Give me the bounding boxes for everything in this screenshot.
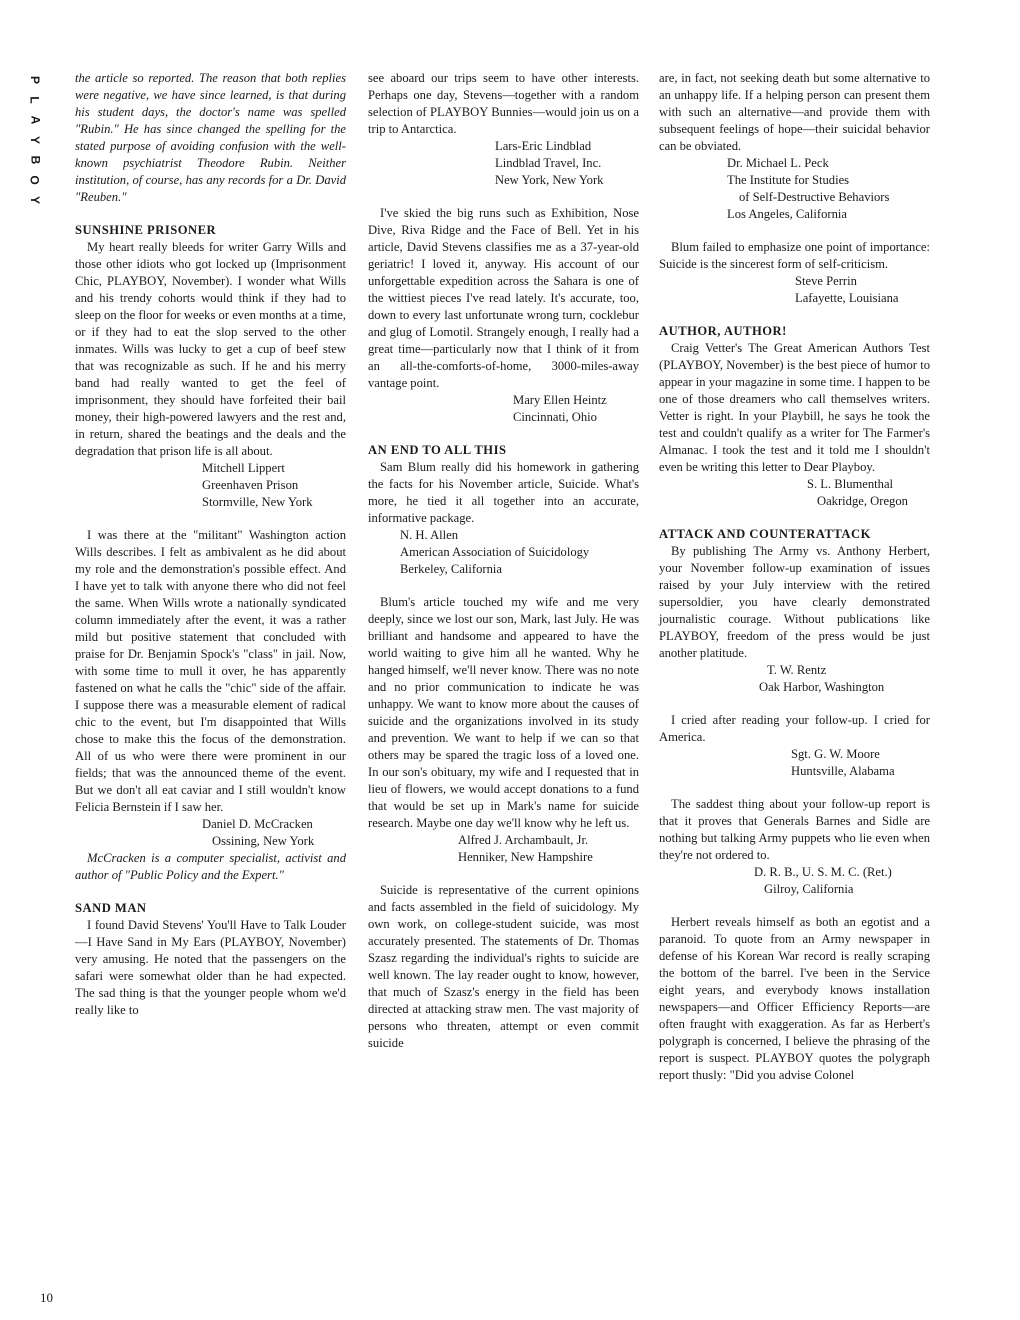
letter-body: Craig Vetter's The Great American Authors Test (PLAYBOY, November) is the best piece of humor to appear in your magazine in some time. I happen to be one of those dreamers who call themselves writers. Vetter is right. In your Playbill, he says he took the test and couldn't qualify as a writer for The Farmer's Almanac. I took the test and it told me I shouldn't even be writing this letter to Dear Playboy.: [659, 341, 930, 474]
letter-body: I was there at the "militant" Washington action Wills describes. I felt as ambivalent as he did about my role and the demonstration's possible effect. And I have yet to talk with anyone there who did not feel the same. When Wills wrote a nationally syndicated column immediately after the event, it was a rather mild but positive statement that concluded with praise for Dr. Benjamin Spock's "class" in jail. Now, with some time to mull it over, he has apparently fastened on what he calls the "chic" side of the affair. I suppose there was a measurable element of radical chic to the event, but I'm disappointed that Wills chose to make this the focus of the demonstration. All of us who were there were prominent in our fields; that was the announced theme of the event. But we don't all eat caviar and I still wouldn't know Felicia Bernstein if I saw her.: [75, 528, 346, 814]
letter-body: Blum failed to emphasize one point of importance: Suicide is the sincerest form of self-criticism.: [659, 240, 930, 271]
spine-letter: Y: [27, 195, 42, 205]
spine-letter: B: [27, 155, 42, 165]
page-number: 10: [40, 1290, 53, 1305]
section-heading: AN END TO ALL THIS: [368, 443, 507, 457]
letter-body: By publishing The Army vs. Anthony Herbert, your November follow-up examination of issues raised by your July interview with the retired supersoldier, you have clearly demonstrated journalistic courage. Without publications like PLAYBOY, freedom of the press would be just another platitude.: [659, 544, 930, 660]
spine-letter: O: [28, 175, 42, 185]
letter-body: Blum's article touched my wife and me very deeply, since we lost our son, Mark, last July. He was brilliant and handsome and appeared to have the world waiting to give him all he wanted. Why he hanged himself, we'll never know. There was no note and no prior communication to indicate he was unhappy. We want to know more about the causes of suicide and the organizations involved in its study and prevention. We want to help if we can so that others may be spared the tragic loss of a loved one. In our son's obituary, my wife and I requested that in lieu of flowers, we would accept donations to a fund that would be set up in Mark's name for suicide research. Maybe one day we'll know why he left us.: [368, 595, 639, 830]
spine-letter: A: [27, 115, 42, 125]
letter-body: My heart really bleeds for writer Garry Wills and those other idiots who got locked up (Imprisonment Chic, PLAYBOY, November). I wonder what Wills and his trendy cohorts would think if they had to sleep on the floor for weeks or even months at a time, or if they had to eat the slop served to the other inmates. Wills was lucky to get a cup of beef stew that was recognizable as such. If he and his merry band had really wanted to get the feel of imprisonment, they should have forfeited their bail money, their high-powered lawyers and the rest and, in return, shared the beatings and the deals and the degradation that prison life is all about.: [75, 240, 346, 458]
editor-note: McCracken is a computer specialist, activist and author of "Public Policy and the Expert.": [75, 851, 346, 882]
letter-signature: T. W. Rentz Oak Harbor, Washington: [759, 663, 885, 694]
editor-note: the article so reported. The reason that both replies were negative, we have since learned, is that during his student days, the doctor's name was spelled "Rubin." He has since changed the spelling for the stated purpose of avoiding confusion with the well-known psychiatrist Theodore Rubin. Neither institution, of course, has any records for a Dr. David "Reuben.": [75, 71, 346, 204]
letter-signature: Sgt. G. W. Moore Huntsville, Alabama: [791, 747, 895, 778]
letter-body: The saddest thing about your follow-up report is that it proves that Generals Barnes and Sidle are nothing but talking Army puppets who lie even when they're not ordered to.: [659, 797, 930, 862]
letter-signature: Mitchell Lippert Greenhaven Prison Stormville, New York: [202, 461, 313, 509]
letter-signature: D. R. B., U. S. M. C. (Ret.) Gilroy, California: [754, 865, 892, 896]
spine-logo: [28, 70, 42, 210]
letter-signature: Steve Perrin Lafayette, Louisiana: [795, 274, 899, 305]
letter-signature: Mary Ellen Heintz Cincinnati, Ohio: [513, 393, 607, 424]
letter-signature: Dr. Michael L. Peck The Institute for Studies of Self-Destructive Behaviors Los Angeles, California: [727, 156, 890, 221]
column-1: [75, 70, 346, 1019]
section-heading: SUNSHINE PRISONER: [75, 223, 217, 237]
letter-body: I cried after reading your follow-up. I cried for America.: [659, 713, 930, 744]
letter-body: I found David Stevens' You'll Have to Talk Louder—I Have Sand in My Ears (PLAYBOY, November) very amusing. He noted that the passengers on the safari were somewhat older than he had expected. The sad thing is that the younger people whom we'd really like to: [75, 918, 346, 1017]
letter-signature: Lars-Eric Lindblad Lindblad Travel, Inc. New York, New York: [495, 139, 604, 187]
letter-body: Sam Blum really did his homework in gathering the facts for his November article, Suicide. What's more, he tied it all together into an accurate, informative package.: [368, 460, 639, 525]
letter-signature: N. H. Allen American Association of Suicidology Berkeley, California: [400, 528, 590, 576]
column-2: [368, 70, 639, 1052]
spine-letter: Y: [27, 135, 42, 145]
letter-body: Herbert reveals himself as both an egotist and a paranoid. To quote from an Army newspaper in defense of his Korean War record is really scraping the bottom of the barrel. I've been in the Service eight years, and everybody knows installation newspapers—and Officer Efficiency Reports—are often fraught with exaggeration. As far as Herbert's polygraph is concerned, I believe the phrasing of the report is suspect. PLAYBOY quotes the polygraph report thusly: "Did you advise Colonel: [659, 915, 930, 1082]
letter-signature: Alfred J. Archambault, Jr. Henniker, New Hampshire: [458, 833, 593, 864]
section-heading: SAND MAN: [75, 901, 147, 915]
letter-body: I've skied the big runs such as Exhibition, Nose Dive, Riva Ridge and the Face of Bell. Yet in his article, David Stevens classifies me as a 37-year-old geriatric! I loved it, anyway. His account of our unforgettable expedition across the Sahara is one of the wittiest pieces I've read lately. It's accurate, too, down to every last unfortunate wrong turn, cocklebur and glug of Lomotil. Strangely enough, I really had a great time—particularly now that I think of it from an all-the-comforts-of-home, 3000-miles-away vantage point.: [368, 206, 639, 390]
letter-body: are, in fact, not seeking death but some alternative to an unhappy life. If a helping person can present them with such an alternative—and provide them with subsequent feelings of hope—their suicidal behavior can be obviated.: [659, 71, 930, 153]
letter-signature: Daniel D. McCracken Ossining, New York: [202, 817, 315, 848]
section-heading: ATTACK AND COUNTERATTACK: [659, 527, 871, 541]
spine-letter: P: [27, 75, 42, 85]
letter-body: see aboard our trips seem to have other interests. Perhaps one day, Stevens—together with a random selection of PLAYBOY Bunnies—would join us on a trip to Antarctica.: [368, 71, 639, 136]
section-heading: AUTHOR, AUTHOR!: [659, 324, 787, 338]
spine-letter: L: [28, 96, 42, 104]
letter-signature: S. L. Blumenthal Oakridge, Oregon: [807, 477, 908, 508]
column-3: [659, 70, 930, 1084]
letter-body: Suicide is representative of the current opinions and facts assembled in the field of suicidology. My own work, on college-student suicide, was most accurately presented. The statements of Dr. Thomas Szasz regarding the individual's rights to suicide are well known. The lay reader ought to know, however, that much of Szasz's energy in the field has been directed at attacking straw men. The vast majority of persons who threaten, attempt or even commit suicide: [368, 883, 639, 1050]
